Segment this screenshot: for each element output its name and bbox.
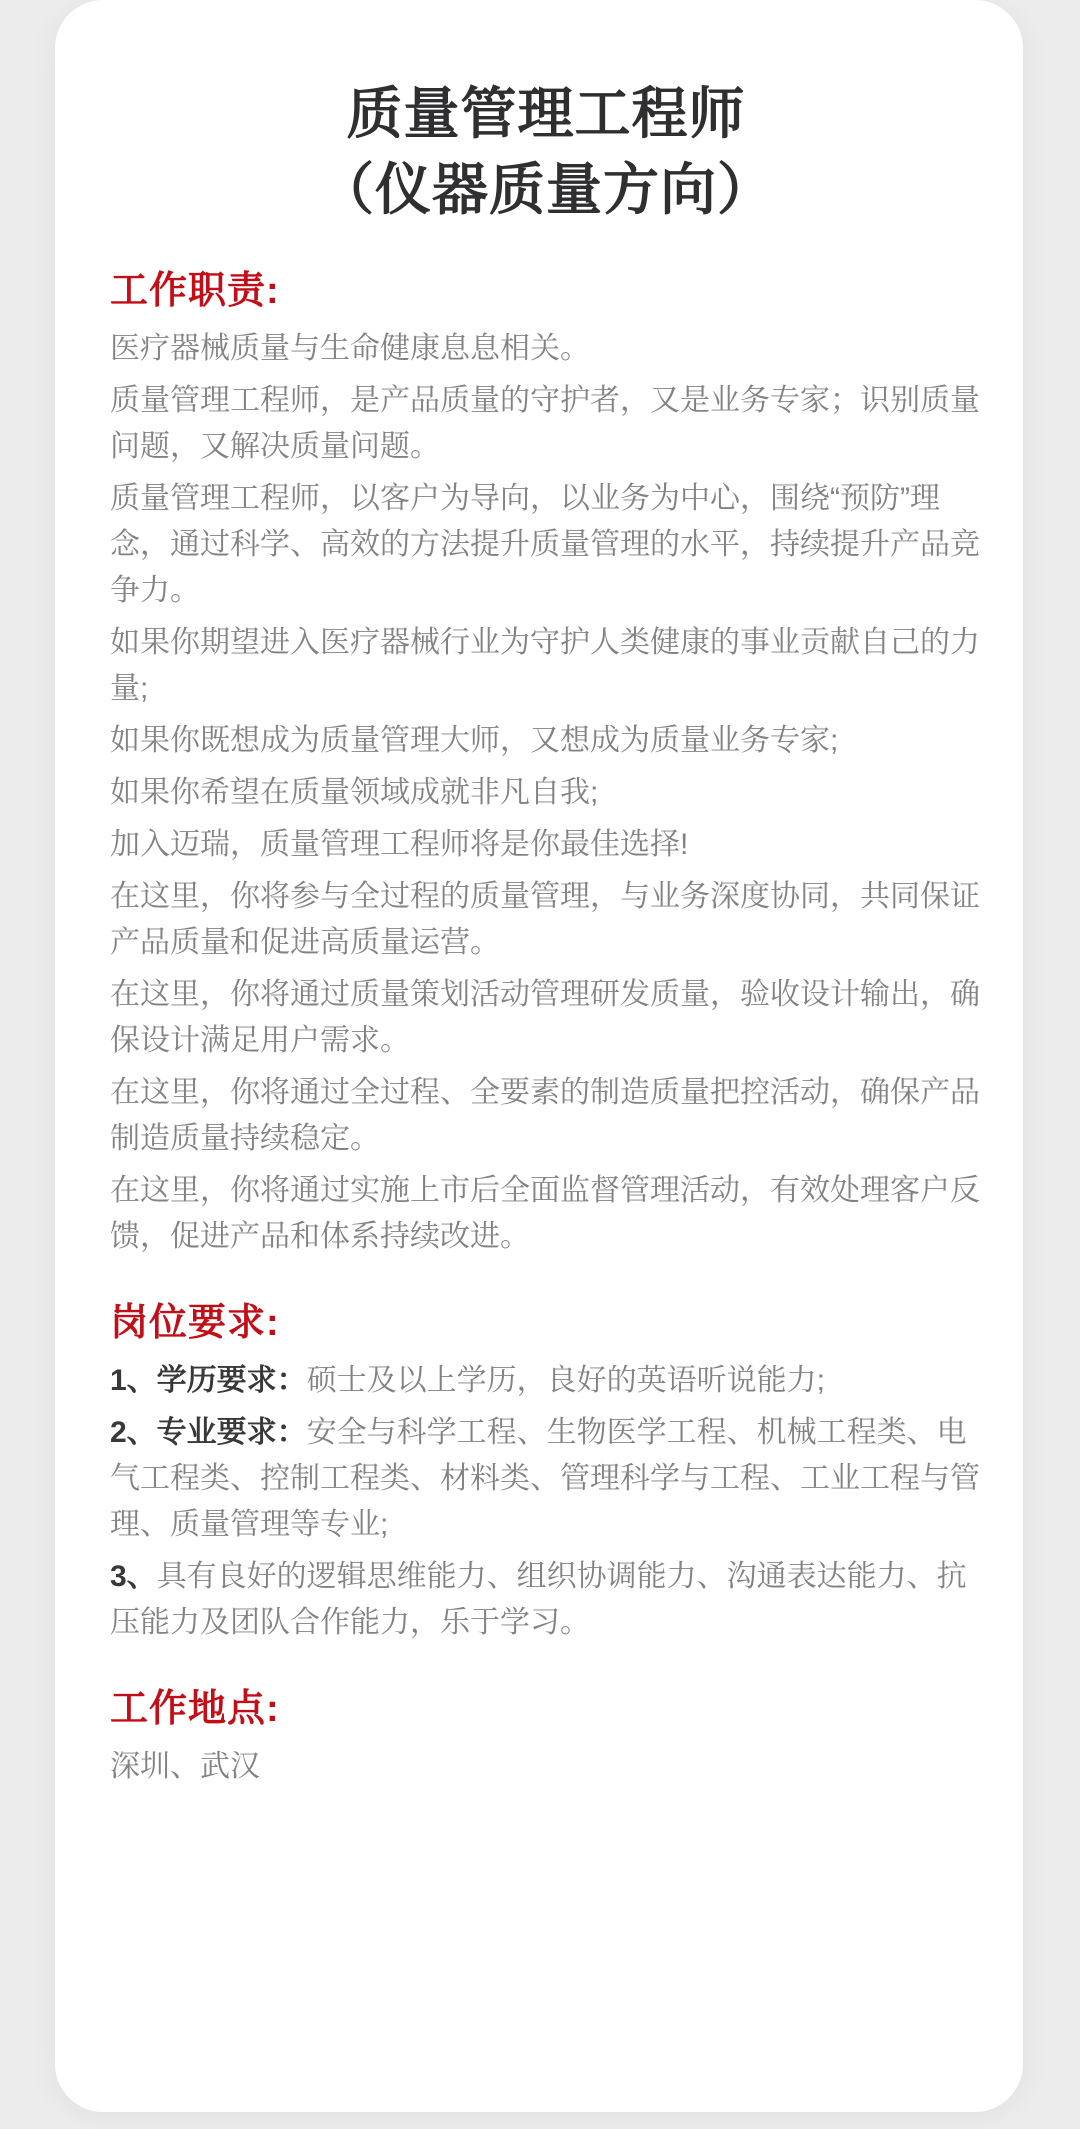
responsibilities-paragraph-8: 在这里，你将参与全过程的质量管理，与业务深度协同，共同保证产品质量和促进高质量运营。 [110, 880, 980, 959]
section-heading-location: 工作地点: [110, 1688, 280, 1730]
requirement-item-2 [110, 1410, 982, 1548]
responsibilities-paragraph-1: 医疗器械质量与生命健康息息相关。 [110, 332, 590, 365]
section-heading-responsibilities: 工作职责: [110, 270, 280, 312]
job-title-line2: （仪器质量方向） [318, 158, 774, 221]
section-heading-requirements: 岗位要求: [110, 1302, 280, 1344]
job-title [110, 76, 982, 228]
responsibilities-paragraph-11: 在这里，你将通过实施上市后全面监督管理活动，有效处理客户反馈，促进产品和体系持续改进。 [110, 1174, 980, 1253]
responsibilities-paragraph-10: 在这里，你将通过全过程、全要素的制造质量把控活动，确保产品制造质量持续稳定。 [110, 1076, 980, 1155]
job-title-line1: 质量管理工程师 [346, 82, 746, 145]
requirement-item-1 [110, 1358, 982, 1404]
responsibilities-paragraph-3: 质量管理工程师，以客户为导向，以业务为中心，围绕“预防”理念，通过科学、高效的方法提升质量管理的水平，持续提升产品竞争力。 [110, 482, 980, 607]
responsibilities-paragraph-4: 如果你期望进入医疗器械行业为守护人类健康的事业贡献自己的力量; [110, 626, 980, 705]
requirement-item-3 [110, 1554, 982, 1646]
requirement-item-2-lead: 2、专业要求： [110, 1416, 307, 1449]
requirement-item-2-text: 安全与科学工程、生物医学工程、机械工程类、电气工程类、控制工程类、材料类、管理科学与工程、工业工程与管理、质量管理等专业; [110, 1416, 980, 1541]
responsibilities-paragraph-5: 如果你既想成为质量管理大师，又想成为质量业务专家; [110, 724, 839, 757]
responsibilities-paragraph-9: 在这里，你将通过质量策划活动管理研发质量，验收设计输出，确保设计满足用户需求。 [110, 978, 980, 1057]
requirement-item-3-text: 具有良好的逻辑思维能力、组织协调能力、沟通表达能力、抗压能力及团队合作能力，乐于学习。 [110, 1560, 967, 1639]
responsibilities-paragraph-6: 如果你希望在质量领域成就非凡自我; [110, 776, 599, 809]
responsibilities-paragraph-7: 加入迈瑞，质量管理工程师将是你最佳选择! [110, 828, 689, 861]
location-text: 深圳、武汉 [110, 1750, 260, 1783]
requirement-item-3-lead: 3、 [110, 1560, 157, 1593]
responsibilities-paragraph-2: 质量管理工程师，是产品质量的守护者，又是业务专家；识别质量问题，又解决质量问题。 [110, 384, 980, 463]
requirement-item-1-text: 硕士及以上学历，良好的英语听说能力; [306, 1364, 826, 1397]
job-posting-card [55, 0, 1023, 2112]
requirement-item-1-lead: 1、学历要求： [110, 1364, 307, 1397]
